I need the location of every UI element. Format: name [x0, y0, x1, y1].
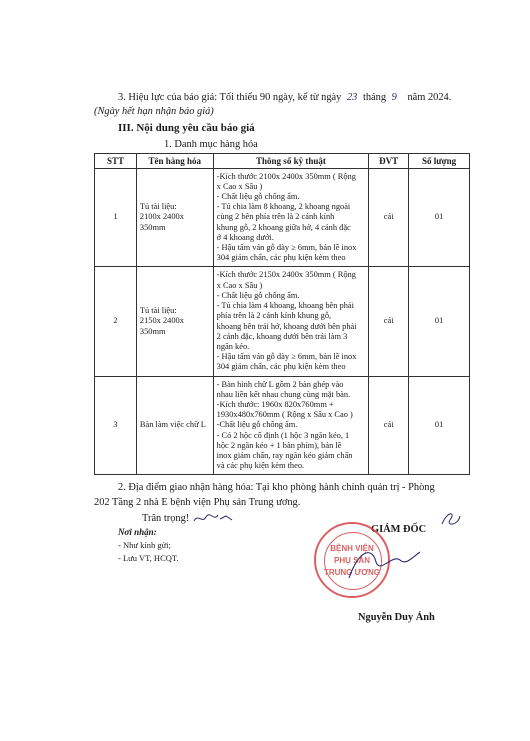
spec-line: ngăn kéo. [216, 341, 250, 351]
signer-name: Nguyễn Duy Ánh [358, 612, 435, 623]
row-name [136, 169, 213, 267]
stamp-text-line: BỆNH VIỆN [330, 544, 374, 553]
row-qty: 01 [409, 267, 470, 377]
spec-line: nhau liền kết nhau chung cùng mặt bàn. [216, 389, 351, 399]
row-unit: cái [369, 169, 409, 267]
validity-month-word: tháng [362, 92, 387, 103]
spec-line: -Kích thước 2100x 2400x 350mm ( Rộng [216, 171, 356, 181]
spec-line: - Có 2 hộc cố định (1 hộc 3 ngăn kéo, 1 [216, 430, 350, 440]
validity-day: 23 [346, 92, 358, 103]
row-stt: 1 [95, 169, 137, 267]
spec-line: inox giảm chấn, ray ngăn kéo giảm chấn [216, 451, 353, 460]
spec-line: - Bàn hình chữ L gồm 2 bàn ghép vào [216, 379, 344, 389]
spec-line: -Kích thước: 1960x 820x760mm + [216, 399, 334, 409]
spec-line: ở 4 khoang dưới. [216, 232, 274, 242]
spec-line: hộc 2 ngăn kéo + 1 bàn phím), bản lề [216, 440, 342, 450]
initials-signature [192, 510, 234, 526]
table-row [95, 267, 470, 377]
subsection-title: 1. Danh mục hàng hóa [164, 139, 258, 150]
row-name-line: 2150x 2400x 350mm [139, 316, 184, 336]
row-name-line: Tủ tài liệu: [139, 306, 177, 316]
spec-line: - Tủ chia làm 4 khoang, khoang bên phải [216, 301, 354, 311]
director-signature [344, 540, 424, 590]
spec-line: - Chất liệu gỗ chống ẩm. [216, 191, 300, 201]
section-title: III. Nội dung yêu cầu báo giá [118, 122, 255, 134]
spec-line: 304 giảm chấn, các phụ kiện kèm theo [216, 253, 346, 263]
recipients-title: Nơi nhận: [118, 527, 157, 537]
table-row [95, 377, 470, 475]
spec-line: x Cao x Sâu ) [216, 280, 263, 290]
row-name [136, 267, 213, 377]
row-qty: 01 [409, 169, 470, 267]
closing-text: Trân trọng! [142, 513, 190, 524]
goods-table [94, 153, 470, 475]
row-name-line: Bàn làm việc chữ L [139, 420, 206, 430]
spec-line: 304 giảm chấn, các phụ kiện kèm theo [216, 362, 346, 372]
row-name [136, 377, 213, 475]
row-spec [213, 169, 369, 267]
header-name: Tên hàng hóa [136, 154, 213, 169]
validity-month: 9 [391, 92, 397, 103]
recipient-item: - Lưu VT, HCQT. [118, 553, 179, 563]
row-stt: 3 [95, 377, 137, 475]
spec-line: 2 cánh đặc, khoang dưới bên trái làm 3 [216, 331, 348, 341]
spec-line: 1930x480x760mm ( Rộng x Sâu x Cao ) [216, 410, 353, 420]
row-unit: cái [369, 377, 409, 475]
director-signature-mark [438, 508, 464, 530]
spec-line: cùng 2 bên phía trên là 2 cánh kính [216, 212, 335, 222]
validity-line [118, 91, 451, 104]
spec-line: x Cao x Sâu ) [216, 181, 263, 191]
row-name-line: 2100x 2400x 350mm [139, 212, 184, 232]
header-qty: Số lượng [409, 154, 470, 169]
row-stt: 2 [95, 267, 137, 377]
stamp-text-line: TRUNG ƯƠNG [323, 568, 381, 577]
header-stt: STT [95, 154, 137, 169]
row-unit: cái [369, 267, 409, 377]
delivery-line-1: 2. Địa điểm giao nhận hàng hóa: Tại kho phòng hành chính quản trị - Phòng [118, 482, 435, 493]
row-qty: 01 [409, 377, 470, 475]
spec-line: -Kích thước 2150x 2400x 350mm ( Rộng [216, 270, 356, 280]
validity-year: năm 2024. [407, 92, 452, 103]
table-row [95, 169, 470, 267]
spec-line: - Tủ chia làm 8 khoang, 2 khoang ngoài [216, 202, 351, 212]
spec-line: - Hậu tấm ván gỗ dày ≥ 6mm, bản lề inox [216, 243, 357, 252]
stamp-text-line: PHỤ SẢN [333, 556, 370, 565]
spec-line: phía trên là 2 cánh kính khung gỗ, [216, 311, 332, 321]
spec-line: khung gỗ, 2 khoang giữa hở, 4 cánh đặc [216, 222, 351, 232]
spec-line: - Chất liệu gỗ chống ẩm. [216, 290, 300, 300]
validity-prefix: 3. Hiệu lực của báo giá: Tối thiểu 90 ngày, kể từ ngày [118, 92, 342, 103]
row-spec [213, 377, 369, 475]
header-unit: ĐVT [369, 154, 409, 169]
row-spec [213, 267, 369, 377]
row-name-line: Tủ tài liệu: [139, 202, 177, 212]
delivery-line-2: 202 Tầng 2 nhà E bệnh viện Phụ sản Trung ương. [94, 497, 301, 508]
spec-line: và các phụ kiện kèm theo. [216, 461, 305, 471]
header-spec: Thông số kỹ thuật [213, 154, 369, 169]
spec-line: khoang bên trái hở, khoang dưới bên phải [216, 321, 357, 331]
spec-line: - Hậu tấm ván gỗ dày ≥ 6mm, bản lề inox [216, 352, 357, 362]
recipient-item: - Như kính gửi; [118, 540, 171, 550]
table-header-row [95, 154, 470, 169]
spec-line: -Chất liệu gỗ chống ẩm. [216, 420, 298, 430]
validity-note: (Ngày hết hạn nhận báo giá) [94, 106, 214, 117]
signer-title: GIÁM ĐỐC [371, 524, 427, 535]
